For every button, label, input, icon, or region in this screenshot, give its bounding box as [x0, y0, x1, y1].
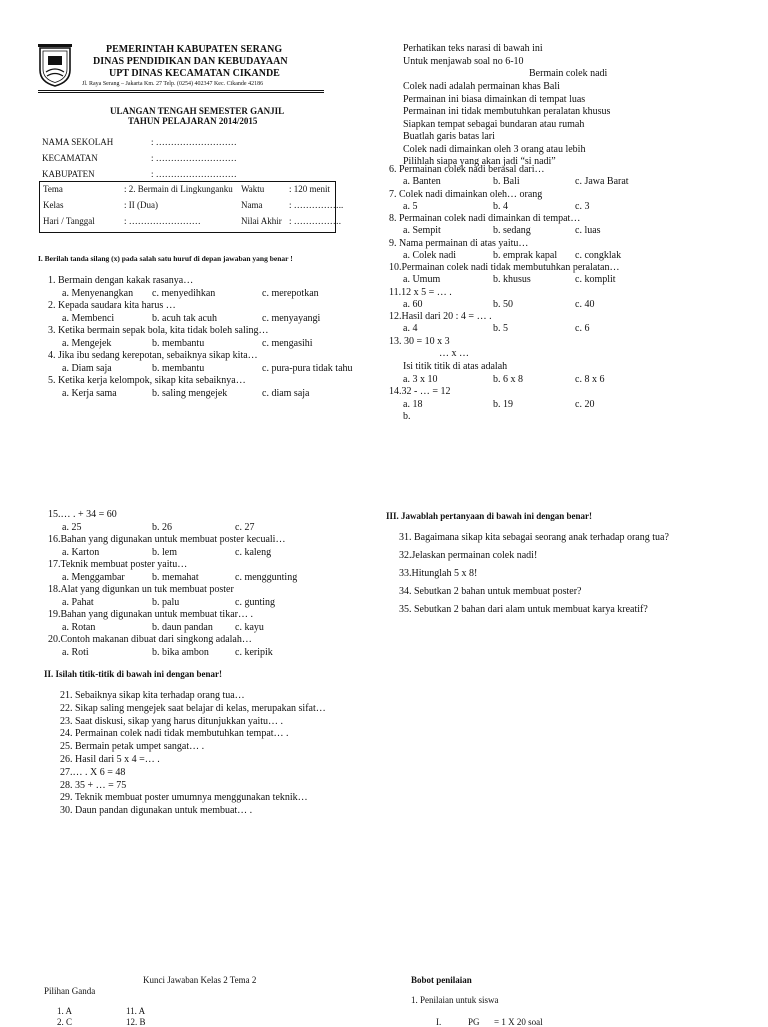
- info-kelas-value: : II (Dua): [124, 200, 158, 210]
- narrative-line: Permainan ini tidak membutuhkan peralatan khusus: [403, 106, 611, 117]
- scoring-row-roman: I.: [436, 1017, 442, 1027]
- info-hari-value[interactable]: : ……………………: [124, 216, 201, 226]
- option-b[interactable]: b. 50: [493, 298, 513, 310]
- option-c[interactable]: c. Jawa Barat: [575, 176, 629, 188]
- narrative-line: Permainan ini biasa dimainkan di tempat luas: [403, 93, 586, 105]
- answer-key-item: 2. C: [57, 1017, 73, 1027]
- section1-heading: I. Berilah tanda silang (x) pada salah satu huruf di depan jawaban yang benar !: [38, 254, 293, 263]
- info-tema-label: Tema: [43, 184, 63, 194]
- option-b[interactable]: c. menyedihkan: [152, 287, 216, 299]
- essay-question: 35. Sebutkan 2 bahan dari alam untuk membuat karya kreatif?: [399, 604, 648, 615]
- question-text: 3. Ketika bermain sepak bola, kita tidak boleh saling…: [48, 325, 269, 336]
- option-a[interactable]: a. Mengejek: [62, 337, 112, 349]
- option-a[interactable]: a. Umum: [403, 274, 441, 286]
- question-text: 9. Nama permainan di atas yaitu…: [389, 237, 529, 249]
- narrative-title: Bermain colek nadi: [529, 68, 608, 79]
- option-c[interactable]: c. diam saja: [262, 387, 310, 399]
- identity-value-school[interactable]: : ………………………: [151, 137, 237, 147]
- option-b[interactable]: b. membantu: [152, 362, 205, 374]
- question-text: 17.Teknik membuat poster yaitu…: [48, 559, 188, 570]
- question-text: 4. Jika ibu sedang kerepotan, sebaiknya sikap kita…: [48, 350, 258, 361]
- option-a[interactable]: a. 5: [403, 200, 418, 212]
- q14-option-extra[interactable]: b.: [403, 411, 411, 422]
- scoring-item1: 1. Penilaian untuk siswa: [411, 995, 499, 1005]
- question-text: 18.Alat yang digunkan un tuk membuat poster: [48, 584, 234, 595]
- q13-fill: Isi titik titik di atas adalah: [403, 361, 508, 372]
- fill-in-question: 23. Saat diskusi, sikap yang harus ditunjukkan yaitu… .: [60, 715, 284, 727]
- option-a[interactable]: a. 60: [403, 298, 423, 310]
- identity-value-regency[interactable]: : ………………………: [151, 169, 237, 179]
- letterhead-address: Jl. Raya Serang – Jakarta Km. 27 Telp. (0254) 402347 Kec. Cikande 42186: [82, 81, 264, 87]
- q13-text: 13. 30 = 10 x 3: [389, 336, 450, 347]
- option-b[interactable]: b. saling mengejek: [152, 387, 228, 399]
- identity-label-school: NAMA SEKOLAH: [42, 137, 114, 147]
- narrative-line: Colek nadi dimainkan oleh 3 orang atau lebih: [403, 143, 586, 155]
- option-c[interactable]: c. komplit: [575, 274, 616, 286]
- identity-label-regency: KABUPATEN: [42, 169, 95, 179]
- question-text: 8. Permainan colek nadi dimainkan di tempat…: [389, 213, 581, 224]
- option-b[interactable]: b. acuh tak acuh: [152, 312, 217, 324]
- option-c[interactable]: c. 40: [575, 298, 595, 310]
- option-a[interactable]: a. Pahat: [62, 596, 94, 608]
- answer-key-section: Pilihan Ganda: [44, 986, 96, 996]
- option-b[interactable]: b. Bali: [493, 176, 520, 188]
- letterhead-divider: [38, 90, 324, 91]
- option-c[interactable]: c. congklak: [575, 249, 622, 261]
- option-b[interactable]: b. palu: [152, 596, 180, 608]
- q14-option-c[interactable]: c. 20: [575, 399, 595, 410]
- option-c[interactable]: c. kayu: [235, 621, 264, 633]
- option-b[interactable]: b. bika ambon: [152, 646, 209, 658]
- question-text: 2. Kepada saudara kita harus …: [48, 300, 176, 311]
- question-text: 12.Hasil dari 20 : 4 = … .: [389, 311, 492, 322]
- option-b[interactable]: b. 5: [493, 323, 508, 335]
- scoring-title: Bobot penilaian: [411, 975, 472, 985]
- identity-value-district[interactable]: : ………………………: [151, 153, 237, 163]
- kabupaten-serang-emblem-icon: [38, 44, 72, 88]
- option-c[interactable]: c. pura-pura tidak tahu: [262, 362, 353, 374]
- info-nama-label: Nama: [241, 200, 263, 210]
- fill-in-question: 26. Hasil dari 5 x 4 =… .: [60, 754, 160, 765]
- answer-key-title: Kunci Jawaban Kelas 2 Tema 2: [143, 975, 257, 985]
- essay-question: 32.Jelaskan permainan colek nadi!: [399, 550, 538, 561]
- question-text: 5. Ketika kerja kelompok, sikap kita sebaiknya…: [48, 375, 246, 386]
- option-a[interactable]: a. 25: [62, 521, 82, 533]
- q13-dots: … x …: [439, 348, 469, 359]
- option-b[interactable]: b. emprak kapal: [493, 249, 558, 261]
- option-a[interactable]: a. Rotan: [62, 621, 96, 633]
- option-a[interactable]: a. Diam saja: [62, 362, 112, 374]
- option-b[interactable]: b. membantu: [152, 337, 205, 349]
- fill-in-question: 30. Daun pandan digunakan untuk membuat… .: [60, 805, 253, 817]
- fill-in-question: 21. Sebaiknya sikap kita terhadap orang tua…: [60, 690, 245, 701]
- q13-option-b[interactable]: b. 6 x 8: [493, 374, 523, 385]
- fill-in-question: 28. 35 + … = 75: [60, 779, 127, 791]
- letterhead-divider-thin: [38, 92, 324, 93]
- exam-year: TAHUN PELAJARAN 2014/2015: [128, 116, 258, 126]
- narrative-line: Buatlah garis batas lari: [403, 131, 495, 142]
- answer-key-item: 11. A: [126, 1006, 146, 1016]
- option-c[interactable]: c. keripik: [235, 646, 273, 658]
- info-kelas-label: Kelas: [43, 200, 64, 210]
- option-a[interactable]: a. Kerja sama: [62, 387, 117, 399]
- question-text: 20.Contoh makanan dibuat dari singkong adalah…: [48, 634, 252, 645]
- question-text: 1. Bermain dengan kakak rasanya…: [48, 275, 194, 286]
- option-c[interactable]: c. merepotkan: [262, 287, 319, 299]
- info-waktu-label: Waktu: [241, 184, 265, 194]
- option-b[interactable]: b. memahat: [152, 571, 199, 583]
- narrative-intro2: Untuk menjawab soal no 6-10: [403, 56, 524, 67]
- identity-label-district: KECAMATAN: [42, 153, 98, 163]
- info-nilai-value[interactable]: : …………….: [289, 216, 342, 226]
- scoring-row-formula: = 1 X 20 soal: [494, 1017, 543, 1027]
- option-b[interactable]: b. sedang: [493, 225, 531, 237]
- option-c[interactable]: c. gunting: [235, 596, 275, 608]
- option-b[interactable]: b. khusus: [493, 274, 531, 286]
- q14-option-a[interactable]: a. 18: [403, 399, 423, 410]
- letterhead-line3: UPT DINAS KECAMATAN CIKANDE: [109, 68, 280, 79]
- option-a[interactable]: a. Colek nadi: [403, 249, 457, 261]
- option-c[interactable]: c. menyayangi: [262, 312, 321, 324]
- q13-option-a[interactable]: a. 3 x 10: [403, 374, 438, 385]
- info-tema-value: : 2. Bermain di Lingkunganku: [124, 184, 233, 194]
- option-a[interactable]: a. Membenci: [62, 312, 115, 324]
- question-text: 19.Bahan yang digunakan untuk membuat tikar… .: [48, 609, 253, 620]
- info-waktu-value: : 120 menit: [289, 184, 330, 194]
- answer-key-item: 12. B: [126, 1017, 146, 1027]
- question-text: 10.Permainan colek nadi tidak membutuhkan peralatan…: [389, 262, 620, 273]
- option-a[interactable]: a. Banten: [403, 176, 441, 188]
- question-text: 7. Colek nadi dimainkan oleh… orang: [389, 188, 543, 200]
- option-b[interactable]: b. 4: [493, 200, 508, 212]
- question-text: 15.… . + 34 = 60: [48, 509, 117, 520]
- q14-option-b[interactable]: b. 19: [493, 399, 513, 410]
- section3-heading: III. Jawablah pertanyaan di bawah ini dengan benar!: [386, 511, 593, 521]
- narrative-line: Pilihlah siapa yang akan jadi “si nadi”: [403, 156, 556, 167]
- option-c[interactable]: c. 3: [575, 200, 590, 212]
- info-nama-value[interactable]: : ……………..: [289, 200, 344, 210]
- scoring-row-type: PG: [468, 1017, 480, 1027]
- exam-title: ULANGAN TENGAH SEMESTER GANJIL: [110, 106, 285, 116]
- option-b[interactable]: b. 26: [152, 521, 172, 533]
- option-c[interactable]: c. 6: [575, 323, 590, 335]
- question-text: 6. Permainan colek nadi berasal dari…: [389, 164, 545, 175]
- info-hari-label: Hari / Tanggal: [43, 216, 95, 226]
- option-a[interactable]: a. Menyenangkan: [62, 287, 134, 299]
- answer-key-item: 1. A: [57, 1006, 73, 1016]
- question-text: 16.Bahan yang digunakan untuk membuat poster kecuali…: [48, 534, 286, 545]
- narrative-line: Colek nadi adalah permainan khas Bali: [403, 81, 560, 92]
- option-c[interactable]: c. 27: [235, 521, 255, 533]
- option-c[interactable]: c. luas: [575, 225, 601, 237]
- narrative-intro1: Perhatikan teks narasi di bawah ini: [403, 43, 543, 54]
- narrative-line: Siapkan tempat sebagai bundaran atau rumah: [403, 118, 585, 130]
- option-b[interactable]: b. daun pandan: [152, 621, 213, 633]
- option-a[interactable]: a. 4: [403, 323, 418, 335]
- section2-heading: II. Isilah titik-titik di bawah ini dengan benar!: [44, 669, 223, 679]
- option-c[interactable]: c. mengasihi: [262, 337, 313, 349]
- info-nilai-label: Nilai Akhir: [241, 216, 282, 226]
- question-text: 11.12 x 5 = … .: [389, 286, 452, 298]
- fill-in-question: 24. Permainan colek nadi tidak membutuhkan tempat… .: [60, 728, 289, 740]
- letterhead-line2: DINAS PENDIDIKAN DAN KEBUDAYAAN: [93, 56, 288, 67]
- essay-question: 33.Hitunglah 5 x 8!: [399, 568, 478, 579]
- fill-in-question: 22. Sikap saling mengejek saat belajar di kelas, merupakan sifat…: [60, 702, 326, 714]
- q14-text: 14.32 - … = 12: [389, 386, 451, 397]
- q13-option-c[interactable]: c. 8 x 6: [575, 374, 605, 385]
- essay-question: 31. Bagaimana sikap kita sebagai seorang anak terhadap orang tua?: [399, 532, 669, 543]
- fill-in-question: 25. Bermain petak umpet sangat… .: [60, 741, 205, 753]
- fill-in-question: 27.… . X 6 = 48: [60, 766, 126, 778]
- essay-question: 34. Sebutkan 2 bahan untuk membuat poster?: [399, 586, 582, 597]
- option-c[interactable]: c. kaleng: [235, 546, 272, 558]
- option-a[interactable]: a. Karton: [62, 546, 100, 558]
- option-a[interactable]: a. Menggambar: [62, 571, 125, 583]
- letterhead-line1: PEMERINTAH KABUPATEN SERANG: [106, 44, 283, 55]
- option-b[interactable]: b. lem: [152, 546, 177, 558]
- option-a[interactable]: a. Roti: [62, 646, 89, 658]
- option-a[interactable]: a. Sempit: [403, 225, 441, 237]
- fill-in-question: 29. Teknik membuat poster umumnya menggunakan teknik…: [60, 792, 308, 804]
- option-c[interactable]: c. menggunting: [235, 571, 298, 583]
